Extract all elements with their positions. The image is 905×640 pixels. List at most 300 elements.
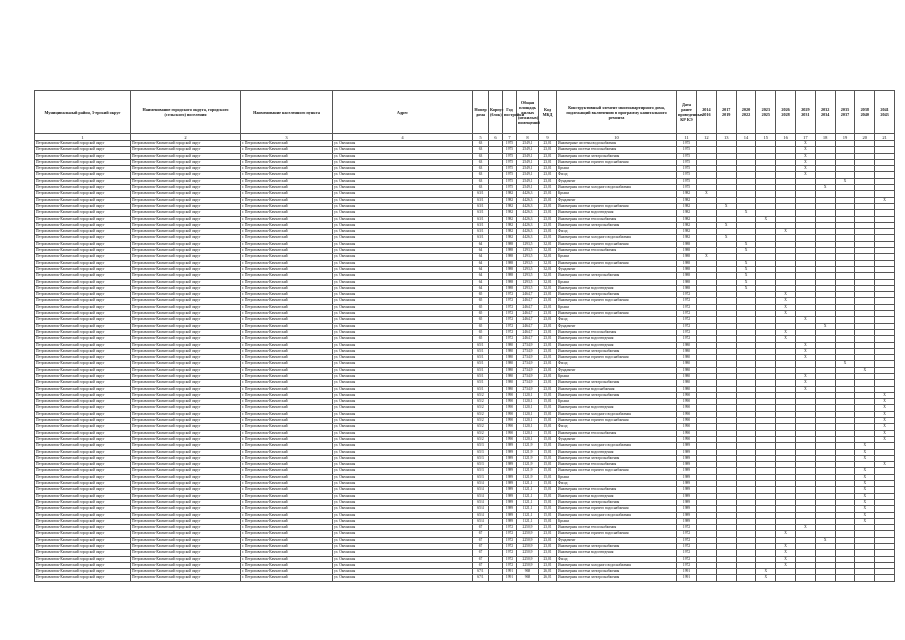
repair-period-mark: X — [736, 210, 756, 216]
table-cell: 2734,9 — [517, 348, 539, 354]
table-cell: 65 — [473, 323, 489, 329]
table-cell: 1982 — [503, 203, 517, 209]
table-cell: г. Петропавловск-Камчатский — [241, 493, 333, 499]
repair-period-mark: X — [795, 317, 815, 323]
table-cell: 1120,1 — [517, 411, 539, 417]
table-cell: 1980 — [503, 367, 517, 373]
table-cell: 1990 — [503, 436, 517, 442]
table-cell: 1989 — [677, 518, 697, 524]
column-header: 2041 2043 — [875, 91, 895, 134]
table-cell: 1972 — [677, 336, 697, 342]
table-cell: 64 — [473, 241, 489, 247]
table-cell: 1980 — [503, 361, 517, 367]
table-cell: Петропавловск-Камчатский городской округ — [35, 311, 131, 317]
table-cell: г. Петропавловск-Камчатский — [241, 273, 333, 279]
table-cell: Фундамент — [557, 197, 677, 203]
table-cell: Петропавловск-Камчатский городской округ — [131, 166, 241, 172]
column-number: 10 — [557, 134, 677, 141]
table-cell: Петропавловск-Камчатский городской округ — [131, 336, 241, 342]
column-header: 2020 2022 — [736, 91, 756, 134]
table-cell: г. Петропавловск-Камчатский — [241, 512, 333, 518]
table-cell: ул. Океанская — [333, 550, 473, 556]
table-cell: 65/3 — [473, 468, 489, 474]
table-cell: 1982 — [503, 216, 517, 222]
table-cell: ул. Океанская — [333, 323, 473, 329]
table-cell: Петропавловск-Камчатский городской округ — [35, 518, 131, 524]
table-cell: 1980 — [677, 367, 697, 373]
column-header: Год постройки — [503, 91, 517, 134]
table-cell: г. Петропавловск-Камчатский — [241, 166, 333, 172]
table-cell: ул. Океанская — [333, 317, 473, 323]
column-header: Наименование городского округа, городского (сельского) поселения — [131, 91, 241, 134]
table-cell: 1989 — [503, 443, 517, 449]
table-cell: 1975 — [677, 172, 697, 178]
table-cell: ул. Океанская — [333, 147, 473, 153]
table-cell: 1120,1 — [517, 430, 539, 436]
table-cell: Петропавловск-Камчатский городской округ — [131, 273, 241, 279]
table-cell: Петропавловск-Камчатский городской округ — [35, 424, 131, 430]
table-cell: 25,01 — [539, 191, 557, 197]
table-cell: 23,01 — [539, 317, 557, 323]
table-cell: ул. Океанская — [333, 279, 473, 285]
column-number: 16 — [776, 134, 796, 141]
repair-period-mark: X — [776, 298, 796, 304]
table-cell: 1990 — [677, 411, 697, 417]
table-cell: Фасад — [557, 556, 677, 562]
table-cell: г. Петропавловск-Камчатский — [241, 487, 333, 493]
table-cell: г. Петропавловск-Камчатский — [241, 531, 333, 537]
table-cell: Петропавловск-Камчатский городской округ — [35, 499, 131, 505]
table-cell: 1982 — [503, 210, 517, 216]
repair-period-mark: X — [795, 159, 815, 165]
repair-period-mark: X — [855, 518, 875, 524]
table-cell: 1972 — [503, 550, 517, 556]
table-cell: 1120,1 — [517, 436, 539, 442]
table-cell: ул. Океанская — [333, 506, 473, 512]
table-cell: 32,01 — [539, 241, 557, 247]
table-cell: 1990 — [503, 424, 517, 430]
table-cell: 1972 — [503, 531, 517, 537]
table-cell: Инженерная система теплоснабжения — [557, 248, 677, 254]
repair-period-mark: X — [795, 386, 815, 392]
table-cell: 2250,9 — [517, 556, 539, 562]
table-cell: 67 — [473, 562, 489, 568]
table-cell: 65/1 — [473, 386, 489, 392]
table-cell: 1988 — [677, 260, 697, 266]
table-cell: 1975 — [503, 185, 517, 191]
table-cell: 1982 — [677, 210, 697, 216]
table-cell: 15,01 — [539, 399, 557, 405]
table-cell: 32,01 — [539, 254, 557, 260]
column-header: Конструктивный элемент многоквартирного дома, подлежащий включению в программу капитального ремонта — [557, 91, 677, 134]
table-cell: г. Петропавловск-Камчатский — [241, 386, 333, 392]
table-cell: г. Петропавловск-Камчатский — [241, 317, 333, 323]
table-cell: Петропавловск-Камчатский городской округ — [131, 575, 241, 581]
table-cell: 1990 — [677, 405, 697, 411]
table-cell: 65/3 — [473, 462, 489, 468]
table-cell: Петропавловск-Камчатский городской округ — [35, 185, 131, 191]
column-header: 2026 2028 — [776, 91, 796, 134]
table-cell: Инженерная система холодного водоснабжения — [557, 562, 677, 568]
table-cell: ул. Океанская — [333, 292, 473, 298]
table-cell: Инженерная система горячего водоснабжения — [557, 418, 677, 424]
table-cell: 1293,5 — [517, 285, 539, 291]
table-cell: 64 — [473, 279, 489, 285]
table-cell: Инженерная система водоотведения — [557, 449, 677, 455]
repair-period-mark: X — [776, 304, 796, 310]
table-cell: Инженерная система теплоснабжения — [557, 462, 677, 468]
table-cell: 1980 — [503, 348, 517, 354]
table-cell: 1121,1 — [517, 493, 539, 499]
repair-period-mark: X — [736, 260, 756, 266]
repair-period-cell — [736, 575, 756, 581]
table-cell: 1989 — [677, 468, 697, 474]
repair-period-cell — [716, 575, 736, 581]
table-cell: 15,01 — [539, 506, 557, 512]
table-cell: 1989 — [677, 506, 697, 512]
table-cell: 23,01 — [539, 531, 557, 537]
table-cell: 1989 — [677, 443, 697, 449]
repair-period-mark: X — [736, 248, 756, 254]
column-number: 14 — [736, 134, 756, 141]
table-cell: 23,01 — [539, 348, 557, 354]
table-cell: г. Петропавловск-Камчатский — [241, 418, 333, 424]
table-cell: 1990 — [503, 418, 517, 424]
table-cell: Петропавловск-Камчатский городской округ — [35, 355, 131, 361]
table-cell: 63 — [473, 172, 489, 178]
table-cell: г. Петропавловск-Камчатский — [241, 518, 333, 524]
table-cell: 65/4 — [473, 499, 489, 505]
table-cell: 65/1 — [473, 342, 489, 348]
table-cell: 64 — [473, 273, 489, 279]
table-cell: Инженерная система холодного водоснабжения — [557, 512, 677, 518]
table-cell: г. Петропавловск-Камчатский — [241, 147, 333, 153]
table-cell: 15,01 — [539, 443, 557, 449]
table-cell: 67 — [473, 544, 489, 550]
table-cell: 65/4 — [473, 493, 489, 499]
table-cell: Петропавловск-Камчатский городской округ — [35, 153, 131, 159]
table-cell: 2549,1 — [517, 178, 539, 184]
table-cell: ул. Океанская — [333, 418, 473, 424]
table-cell: Инженерная система горячего водоснабжения — [557, 531, 677, 537]
table-cell: ул. Океанская — [333, 311, 473, 317]
table-cell: 2464,7 — [517, 323, 539, 329]
table-cell: 1982 — [677, 203, 697, 209]
table-cell: 65/1 — [473, 355, 489, 361]
table-cell: 23,01 — [539, 235, 557, 241]
table-cell: Петропавловск-Камчатский городской округ — [35, 336, 131, 342]
table-cell: 1975 — [503, 147, 517, 153]
table-cell: 1972 — [677, 311, 697, 317]
table-cell: 26,01 — [539, 575, 557, 581]
table-cell: 1972 — [503, 525, 517, 531]
table-cell: 4426,3 — [517, 216, 539, 222]
repair-period-mark: X — [875, 399, 895, 405]
table-cell: ул. Океанская — [333, 468, 473, 474]
table-cell: г. Петропавловск-Камчатский — [241, 399, 333, 405]
table-cell: Инженерная система горячего водоснабжения — [557, 468, 677, 474]
table-cell: Петропавловск-Камчатский городской округ — [35, 399, 131, 405]
table-cell: 15,01 — [539, 512, 557, 518]
table-cell: Петропавловск-Камчатский городской округ — [35, 474, 131, 480]
table-cell: 32,01 — [539, 266, 557, 272]
table-cell: Инженерная система холодного водоснабжения — [557, 235, 677, 241]
table-cell: 63/1 — [473, 222, 489, 228]
table-cell: ул. Океанская — [333, 392, 473, 398]
table-cell: 2549,1 — [517, 185, 539, 191]
table-cell: 64 — [473, 254, 489, 260]
table-cell: г. Петропавловск-Камчатский — [241, 569, 333, 575]
table-cell: Петропавловск-Камчатский городской округ — [35, 569, 131, 575]
table-cell: 1980 — [503, 380, 517, 386]
table-cell: Фундамент — [557, 178, 677, 184]
table-cell: 1990 — [677, 418, 697, 424]
table-cell: 15,01 — [539, 499, 557, 505]
table-cell: 23,01 — [539, 323, 557, 329]
table-cell: 1972 — [677, 562, 697, 568]
table-cell: 1990 — [503, 430, 517, 436]
table-cell: 2250,9 — [517, 531, 539, 537]
column-number: 15 — [756, 134, 776, 141]
table-cell: 2464,7 — [517, 292, 539, 298]
repair-period-mark: X — [697, 254, 717, 260]
table-cell: Петропавловск-Камчатский городской округ — [35, 241, 131, 247]
table-cell: Крыша — [557, 166, 677, 172]
repair-period-mark: X — [795, 348, 815, 354]
table-cell: 15,01 — [539, 424, 557, 430]
table-cell: 1989 — [503, 518, 517, 524]
repair-period-mark: X — [736, 266, 756, 272]
table-cell: ул. Океанская — [333, 172, 473, 178]
table-cell: Инженерная система электроснабжения — [557, 273, 677, 279]
table-cell: г. Петропавловск-Камчатский — [241, 159, 333, 165]
table-cell: Инженерная система электроснабжения — [557, 380, 677, 386]
table-cell: Петропавловск-Камчатский городской округ — [131, 248, 241, 254]
table-cell: г. Петропавловск-Камчатский — [241, 248, 333, 254]
table-cell: 23,01 — [539, 537, 557, 543]
table-cell: 23,01 — [539, 329, 557, 335]
table-cell: Петропавловск-Камчатский городской округ — [131, 279, 241, 285]
table-cell: 1989 — [503, 474, 517, 480]
table-cell: Петропавловск-Камчатский городской округ — [35, 361, 131, 367]
repair-period-mark: X — [716, 203, 736, 209]
table-cell: 1988 — [503, 260, 517, 266]
table-cell: г. Петропавловск-Камчатский — [241, 436, 333, 442]
table-cell: 1293,5 — [517, 266, 539, 272]
table-cell: 1990 — [503, 399, 517, 405]
table-cell: Петропавловск-Камчатский городской округ — [35, 405, 131, 411]
table-cell: 2250,9 — [517, 550, 539, 556]
table-cell: 4426,3 — [517, 191, 539, 197]
column-number: 8 — [517, 134, 539, 141]
table-cell: 1988 — [677, 248, 697, 254]
table-cell: Петропавловск-Камчатский городской округ — [35, 556, 131, 562]
table-cell: Инженерная система электроснабжения — [557, 348, 677, 354]
table-cell: 63/1 — [473, 191, 489, 197]
table-cell: 1972 — [677, 531, 697, 537]
table-cell: г. Петропавловск-Камчатский — [241, 292, 333, 298]
table-cell: г. Петропавловск-Камчатский — [241, 329, 333, 335]
table-cell: 23,01 — [539, 298, 557, 304]
table-cell: 2549,1 — [517, 166, 539, 172]
table-cell: 23,01 — [539, 292, 557, 298]
table-cell: 67 — [473, 531, 489, 537]
table-cell: Инженерная система электроснабжения — [557, 222, 677, 228]
table-cell: Петропавловск-Камчатский городской округ — [35, 254, 131, 260]
table-cell: Петропавловск-Камчатский городской округ — [131, 468, 241, 474]
table-cell: 1991 — [503, 575, 517, 581]
table-cell: Петропавловск-Камчатский городской округ — [35, 147, 131, 153]
table-cell: Петропавловск-Камчатский городской округ — [35, 512, 131, 518]
table-cell: 23,01 — [539, 556, 557, 562]
repair-period-mark: X — [795, 172, 815, 178]
table-cell: ул. Океанская — [333, 159, 473, 165]
table-cell: 65 — [473, 298, 489, 304]
table-cell: Петропавловск-Камчатский городской округ — [131, 304, 241, 310]
table-cell: 1990 — [503, 392, 517, 398]
table-cell: Петропавловск-Камчатский городской округ — [131, 153, 241, 159]
column-number: 1 — [35, 134, 131, 141]
table-cell: 1121,1 — [517, 499, 539, 505]
table-cell: 1988 — [677, 279, 697, 285]
table-cell: Петропавловск-Камчатский городской округ — [131, 418, 241, 424]
table-cell: Петропавловск-Камчатский городской округ — [131, 443, 241, 449]
table-cell: 23,01 — [539, 153, 557, 159]
table-cell: 1988 — [677, 273, 697, 279]
table-cell: Петропавловск-Камчатский городской округ — [35, 373, 131, 379]
repair-period-mark: X — [776, 531, 796, 537]
table-cell: 1988 — [503, 254, 517, 260]
table-cell: г. Петропавловск-Камчатский — [241, 367, 333, 373]
table-cell: 1120,1 — [517, 424, 539, 430]
table-cell: Инженерная система теплоснабжения — [557, 216, 677, 222]
table-cell: 1980 — [503, 355, 517, 361]
table-cell: Петропавловск-Камчатский городской округ — [35, 455, 131, 461]
table-cell: 23,01 — [539, 210, 557, 216]
repair-period-mark: X — [855, 474, 875, 480]
repair-period-mark: X — [815, 537, 835, 543]
table-cell: 65/2 — [473, 405, 489, 411]
table-cell: 23,01 — [539, 544, 557, 550]
table-cell: Петропавловск-Камчатский городской округ — [35, 317, 131, 323]
table-cell: 1989 — [503, 449, 517, 455]
table-cell: 23,01 — [539, 311, 557, 317]
table-cell: 23,01 — [539, 178, 557, 184]
table-cell: Петропавловск-Камчатский городской округ — [131, 525, 241, 531]
table-cell: 1982 — [503, 235, 517, 241]
table-cell: 63/1 — [473, 229, 489, 235]
table-cell: 63 — [473, 178, 489, 184]
table-cell: Крыша — [557, 373, 677, 379]
table-cell: ул. Океанская — [333, 443, 473, 449]
table-cell: 23,01 — [539, 550, 557, 556]
table-cell: 1121,1 — [517, 518, 539, 524]
table-cell: Петропавловск-Камчатский городской округ — [35, 279, 131, 285]
table-cell: 1989 — [677, 449, 697, 455]
table-cell: Крыша — [557, 474, 677, 480]
table-cell: 1972 — [677, 550, 697, 556]
repair-period-mark: X — [795, 373, 815, 379]
table-cell: ул. Океанская — [333, 166, 473, 172]
table-cell: Инженерная система горячего водоснабжения — [557, 355, 677, 361]
table-cell: Петропавловск-Камчатский городской округ — [35, 273, 131, 279]
table-cell: г. Петропавловск-Камчатский — [241, 361, 333, 367]
table-cell: 1982 — [503, 222, 517, 228]
table-cell: Инженерная система водоотведения — [557, 336, 677, 342]
table-cell: г. Петропавловск-Камчатский — [241, 499, 333, 505]
column-number: 5 — [473, 134, 489, 141]
table-cell: Петропавловск-Камчатский городской округ — [35, 367, 131, 373]
table-cell: 1975 — [503, 172, 517, 178]
table-cell: ул. Океанская — [333, 562, 473, 568]
table-cell: Инженерная система холодного водоснабжения — [557, 185, 677, 191]
repair-period-mark: X — [736, 279, 756, 285]
table-cell: 1980 — [677, 355, 697, 361]
repair-period-mark: X — [855, 449, 875, 455]
table-cell: Инженерная система электроснабжения — [557, 499, 677, 505]
table-cell: 67/1 — [473, 575, 489, 581]
repair-period-mark: X — [736, 241, 756, 247]
table-cell: ул. Океанская — [333, 518, 473, 524]
repair-period-mark: X — [855, 443, 875, 449]
repair-period-mark: X — [756, 575, 776, 581]
table-cell: г. Петропавловск-Камчатский — [241, 474, 333, 480]
table-cell: Петропавловск-Камчатский городской округ — [131, 556, 241, 562]
table-cell: 63/1 — [473, 210, 489, 216]
table-cell: Петропавловск-Камчатский городской округ — [131, 380, 241, 386]
repair-period-mark: X — [776, 544, 796, 550]
table-cell: 1972 — [677, 329, 697, 335]
table-cell: Петропавловск-Камчатский городской округ — [131, 159, 241, 165]
table-cell: 1972 — [503, 298, 517, 304]
table-cell: 23,01 — [539, 185, 557, 191]
table-cell: 1293,5 — [517, 260, 539, 266]
table-cell: 2464,7 — [517, 298, 539, 304]
table-cell: ул. Океанская — [333, 430, 473, 436]
table-cell: г. Петропавловск-Камчатский — [241, 191, 333, 197]
table-cell: 32,01 — [539, 260, 557, 266]
repair-period-mark: X — [795, 147, 815, 153]
repair-period-mark: X — [855, 487, 875, 493]
table-cell: Петропавловск-Камчатский городской округ — [131, 311, 241, 317]
table-cell: г. Петропавловск-Камчатский — [241, 443, 333, 449]
repair-period-mark: X — [776, 336, 796, 342]
table-cell: 1972 — [503, 562, 517, 568]
column-number: 19 — [835, 134, 855, 141]
table-cell: Инженерная система горячего водоснабжения — [557, 159, 677, 165]
table-cell: Петропавловск-Камчатский городской округ — [35, 342, 131, 348]
table-cell: Петропавловск-Камчатский городской округ — [35, 449, 131, 455]
table-cell: 1293,5 — [517, 273, 539, 279]
table-cell: ул. Океанская — [333, 210, 473, 216]
table-cell: 1990 — [503, 411, 517, 417]
table-cell: 65/2 — [473, 436, 489, 442]
table-cell: Петропавловск-Камчатский городской округ — [131, 506, 241, 512]
table-cell: г. Петропавловск-Камчатский — [241, 506, 333, 512]
table-cell: Петропавловск-Камчатский городской округ — [131, 203, 241, 209]
table-cell: 2734,9 — [517, 342, 539, 348]
table-cell: Петропавловск-Камчатский городской округ — [131, 361, 241, 367]
table-cell: Петропавловск-Камчатский городской округ — [35, 562, 131, 568]
table-cell: 1121,9 — [517, 468, 539, 474]
table-cell: 1989 — [677, 512, 697, 518]
table-cell: Петропавловск-Камчатский городской округ — [131, 474, 241, 480]
table-cell: ул. Океанская — [333, 386, 473, 392]
table-cell: 1989 — [503, 481, 517, 487]
table-cell: ул. Океанская — [333, 462, 473, 468]
table-cell: г. Петропавловск-Камчатский — [241, 430, 333, 436]
table-cell: Инженерная система горячего водоснабжения — [557, 203, 677, 209]
